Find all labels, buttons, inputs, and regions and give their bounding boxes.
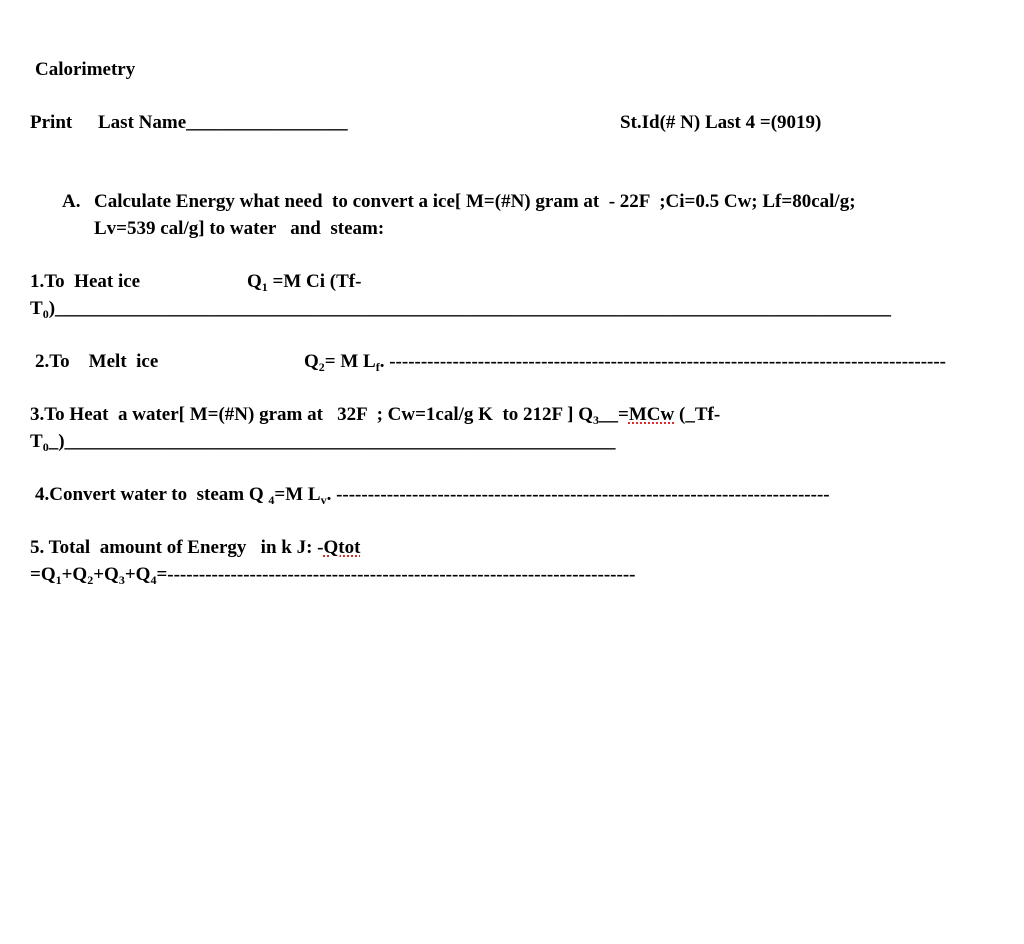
step1-label: 1.To Heat ice <box>30 271 141 292</box>
step1-formula: $Q_1 =M$ Ci (Tf- <box>247 271 362 294</box>
step5-line-1: 5. Total amount of Energy in k J: -Qtot <box>30 537 361 558</box>
step5-answer-line: $=Q_1+Q_2+Q_3+Q_4=--------------------------------------------------------------------------$ <box>30 564 636 587</box>
step2-label: 2.To Melt ice <box>35 351 159 372</box>
qtot-term: Qtot <box>323 537 361 558</box>
print-label: Print <box>30 112 73 133</box>
step3-line-1: 3.To Heat a water[ M=(#N) gram at 32F ; Cw=1cal/g K to 212F ] $Q_3\_\_=MCw$ (_Tf- <box>30 404 721 427</box>
step1-answer-line: $T_0)\_\_\_\_\_\_\_\_\_\_\_\_\_\_\_\_\_\_\_\_\_\_\_\_\_\_\_\_\_\_\_\_\_\_\_\_\_\_\_\_\_\_\_\_\_\_\_\_\_\_\_\_\_\_\_\_\_\_\_\_\_\_\_\_\_\_\_\_\_\_\_\_\_\_\_\_\_\_\_\_\_\_\_\_\_\_\_\_$ <box>30 298 892 321</box>
step3-answer-line: $T_0\_)\_\_\_\_\_\_\_\_\_\_\_\_\_\_\_\_\_\_\_\_\_\_\_\_\_\_\_\_\_\_\_\_\_\_\_\_\_\_\_\_\_\_\_\_\_\_\_\_\_\_\_\_\_\_\_\_\_\_$ <box>30 431 616 454</box>
problem-letter: A. <box>62 191 81 212</box>
last-name-field: Last Name_________________ <box>98 112 348 133</box>
student-id-label: St.Id(# N) Last 4 =(9019) <box>620 112 822 133</box>
problem-line-2: Lv=539 cal/g] to water and steam: <box>94 218 385 239</box>
page-title: Calorimetry <box>35 59 136 80</box>
problem-line-1: Calculate Energy what need to convert a ice[ M=(#N) gram at - 22F ;Ci=0.5 Cw; Lf=80cal/g; <box>94 191 856 212</box>
step4-line: 4.Convert water to steam Q $_4$=M $L_v$. ------------------------------------------------------------------------------ <box>35 484 830 507</box>
step2-formula: $Q_2= M$ $L_f$. ---------------------------------------------------------------------------------------- <box>304 351 947 374</box>
mcw-term: MCw <box>628 404 675 425</box>
